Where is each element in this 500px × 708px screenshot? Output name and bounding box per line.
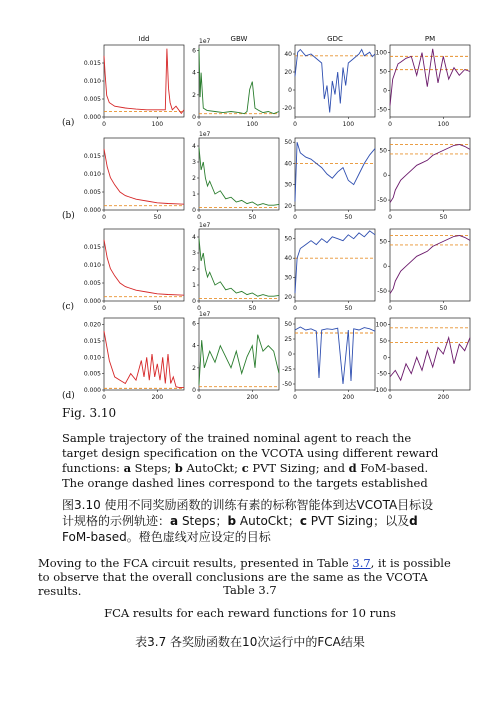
plot-frame: [199, 45, 279, 117]
figure-caption-zh: 图3.10 使用不同奖励函数的训练有素的标称智能体到达VCOTA目标设计规格的示例轨迹：a Steps；b AutoCkt；c PVT Sizing；以及d FoM-based。橙色虚线对应设定的目标: [62, 498, 434, 544]
row-label: (a): [62, 118, 75, 128]
y-tick-label: 6: [192, 47, 196, 55]
x-tick-label: 0: [293, 214, 297, 221]
chart-gbw-d: [192, 311, 279, 401]
x-tick-label: 0: [102, 121, 106, 128]
chart-idd-a: [84, 45, 184, 128]
y-tick-label: 50: [284, 235, 292, 243]
y-tick-label: 0.010: [83, 262, 101, 269]
y-tick-label: 50: [379, 147, 387, 155]
y-tick-label: 0.000: [83, 207, 101, 214]
y-tick-label: 50: [284, 321, 292, 328]
plot-frame: [199, 138, 279, 210]
x-tick-label: 0: [197, 305, 201, 312]
x-tick-label: 100: [246, 121, 259, 128]
y-tick-label: 0: [288, 351, 292, 358]
y-tick-label: 4: [192, 342, 196, 350]
y-tick-label: 30: [284, 181, 292, 189]
y-tick-label: 3: [192, 250, 196, 257]
x-tick-label: 0: [388, 121, 392, 128]
y-tick-label: 0.020: [83, 321, 101, 329]
y-tick-label: 2: [192, 175, 196, 182]
chart-idd-d: [84, 318, 184, 401]
x-tick-label: 50: [439, 214, 448, 221]
y-tick-label: 0: [288, 87, 292, 94]
y-tick-label: 0.010: [83, 171, 101, 178]
column-title-gdc: GDC: [327, 35, 343, 43]
chart-gbw-c: [192, 222, 279, 312]
y-tick-label: -50: [377, 197, 387, 205]
y-tick-label: 0.005: [83, 189, 101, 196]
y-tick-label: 0.015: [83, 153, 101, 160]
table-3-7-link[interactable]: 3.7: [352, 556, 371, 570]
column-title-gbw: GBW: [230, 35, 248, 43]
x-tick-label: 50: [153, 305, 162, 312]
chart-gdc-c: [284, 229, 375, 312]
figure-caption-en: Sample trajectory of the trained nominal agent to reach the target design specification on the VCOTA using different reward functions: a Steps; b AutoCkt; c PVT Sizing; and d FoM-based. The orange dashed lines correspond to the targets established: [62, 431, 439, 490]
y-tick-label: 2: [192, 364, 196, 372]
y-tick-label: -100: [373, 387, 387, 394]
y-tick-label: 40: [284, 51, 292, 58]
axis-exponent: 1e7: [199, 131, 211, 138]
y-tick-label: 0: [192, 387, 196, 394]
x-tick-label: 0: [197, 394, 201, 401]
x-tick-label: 200: [437, 394, 450, 401]
y-tick-label: 25: [284, 336, 292, 343]
x-tick-label: 100: [151, 121, 164, 128]
y-tick-label: 0.015: [83, 60, 101, 67]
y-tick-label: 30: [284, 274, 292, 282]
row-label: (c): [62, 302, 75, 312]
x-tick-label: 100: [437, 121, 450, 128]
x-tick-label: 0: [197, 121, 201, 128]
x-tick-label: 0: [293, 305, 297, 312]
y-tick-label: 3: [192, 159, 196, 166]
chart-gbw-b: [192, 131, 279, 221]
x-tick-label: 0: [102, 394, 106, 401]
table-caption-en: FCA results for each reward functions for 10 runs: [104, 606, 396, 620]
x-tick-label: 200: [151, 394, 164, 401]
y-tick-label: 0: [383, 172, 387, 180]
y-tick-label: 50: [379, 68, 387, 76]
y-tick-label: 20: [284, 294, 292, 302]
y-tick-label: 1: [192, 282, 196, 289]
table-label: Table 3.7: [223, 583, 277, 597]
plot-frame: [295, 229, 375, 301]
x-tick-label: 50: [344, 214, 353, 221]
chart-pm-d: [373, 318, 470, 401]
x-tick-label: 50: [248, 305, 257, 312]
x-tick-label: 200: [342, 394, 355, 401]
x-tick-label: 0: [293, 394, 297, 401]
y-tick-label: 0.000: [83, 298, 101, 305]
y-tick-label: 40: [284, 255, 292, 263]
y-tick-label: 0: [383, 87, 387, 95]
y-tick-label: 0: [192, 298, 196, 305]
axis-exponent: 1e7: [199, 38, 211, 45]
y-tick-label: 0.015: [83, 244, 101, 251]
chart-idd-b: [84, 138, 184, 221]
plot-frame: [390, 45, 470, 117]
chart-pm-c: [377, 229, 470, 312]
y-tick-label: 0: [192, 207, 196, 214]
column-title-idd: Idd: [138, 35, 150, 43]
y-tick-label: -50: [377, 288, 387, 296]
y-tick-label: 0.015: [83, 337, 101, 345]
y-tick-label: 0: [192, 114, 196, 121]
axis-exponent: 1e7: [199, 222, 211, 229]
chart-gdc-b: [284, 138, 375, 221]
plot-frame: [390, 138, 470, 210]
x-tick-label: 0: [388, 394, 392, 401]
plot-frame: [199, 229, 279, 301]
y-tick-label: 0.005: [83, 280, 101, 287]
y-tick-label: 50: [284, 139, 292, 147]
chart-pm-a: [376, 45, 470, 128]
y-tick-label: -50: [377, 106, 387, 114]
x-tick-label: 0: [388, 305, 392, 312]
axis-exponent: 1e7: [199, 311, 211, 318]
y-tick-label: 0.005: [83, 96, 101, 103]
plot-frame: [390, 229, 470, 301]
y-tick-label: 0.000: [83, 114, 101, 121]
x-tick-label: 0: [388, 214, 392, 221]
x-tick-label: 200: [246, 394, 259, 401]
plot-frame: [295, 138, 375, 210]
x-tick-label: 0: [102, 305, 106, 312]
y-tick-label: 0: [383, 354, 387, 362]
y-tick-label: 4: [192, 234, 196, 241]
x-tick-label: 100: [342, 121, 355, 128]
table-caption-zh: 表3.7 各奖励函数在10次运行中的FCA结果: [135, 635, 365, 649]
y-tick-label: 20: [284, 202, 292, 210]
chart-gdc-a: [282, 45, 375, 128]
y-tick-label: 1: [192, 191, 196, 198]
row-label: (b): [62, 211, 75, 221]
plot-frame: [104, 229, 184, 301]
y-tick-label: 0.005: [83, 370, 101, 378]
y-tick-label: 100: [375, 49, 387, 57]
y-tick-label: 0.000: [83, 387, 101, 394]
x-tick-label: 0: [102, 214, 106, 221]
y-tick-label: -25: [282, 366, 292, 373]
y-tick-label: 4: [192, 69, 196, 77]
x-tick-label: 50: [248, 214, 257, 221]
chart-pm-b: [377, 138, 470, 221]
body-paragraph: Moving to the FCA circuit results, presented in Table 3.7, it is possible to observe that the overall conclusions are the same as the VCOTA results.: [38, 556, 451, 598]
column-title-pm: PM: [424, 35, 436, 43]
chart-gdc-d: [282, 318, 375, 401]
y-tick-label: -50: [377, 370, 387, 378]
y-tick-label: -20: [282, 105, 292, 112]
y-tick-label: 0.010: [83, 78, 101, 85]
y-tick-label: 2: [192, 91, 196, 99]
y-tick-label: 0.010: [83, 354, 101, 362]
y-tick-label: 100: [375, 321, 387, 329]
plot-frame: [104, 138, 184, 210]
y-tick-label: 6: [192, 320, 196, 328]
y-tick-label: 50: [379, 337, 387, 345]
figure-label: Fig. 3.10: [62, 406, 117, 420]
y-tick-label: 40: [284, 160, 292, 168]
y-tick-label: 20: [284, 69, 292, 76]
y-tick-label: 4: [192, 143, 196, 150]
x-tick-label: 0: [197, 214, 201, 221]
row-label: (d): [62, 391, 75, 401]
y-tick-label: 2: [192, 266, 196, 273]
y-tick-label: 50: [379, 238, 387, 246]
x-tick-label: 50: [439, 305, 448, 312]
y-tick-label: -50: [282, 381, 292, 388]
x-tick-label: 0: [293, 121, 297, 128]
x-tick-label: 50: [153, 214, 162, 221]
chart-idd-c: [84, 229, 184, 312]
plot-frame: [390, 318, 470, 390]
chart-gbw-a: [192, 38, 279, 128]
y-tick-label: 0: [383, 263, 387, 271]
x-tick-label: 50: [344, 305, 353, 312]
